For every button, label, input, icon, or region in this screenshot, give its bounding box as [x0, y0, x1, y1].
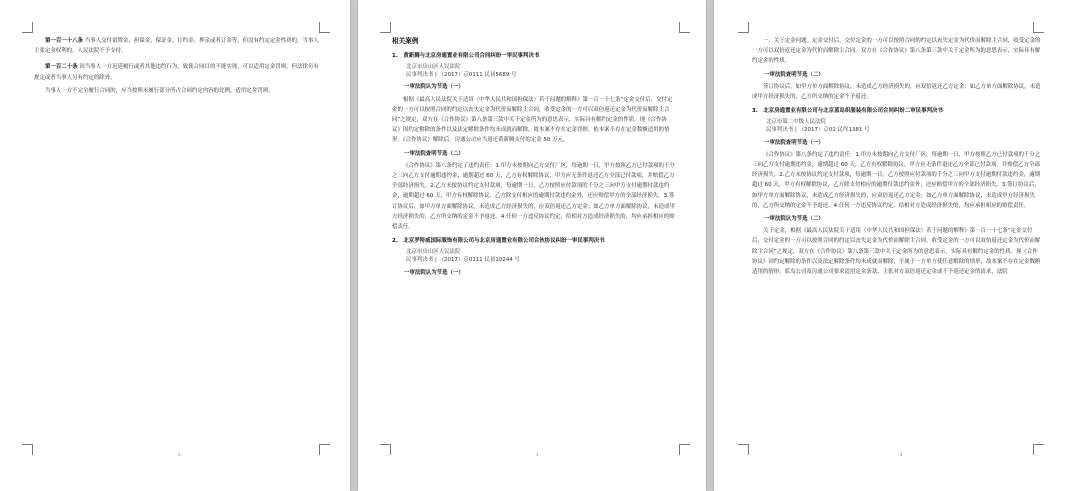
case-2-docket: 民事判决书 | （2017）京0111 民初10244 号 [406, 257, 521, 264]
crop-mark-top-left [22, 22, 33, 33]
findings-heading: 一审法院查明节选（二） [764, 71, 824, 78]
case-2-title: 2. 北京罗特威国际服饰有限公司与北京房通置业有限公司合伙协议纠纷一审民事判决书 [392, 238, 605, 245]
article-118-text: 当事人交付留置金、担保金、保证金、订约金、押金或者订金等，但没有约定定金性质的，当事人主张定金权利的，人民法院不予支持。 [34, 38, 319, 55]
page-1-body [34, 36, 322, 96]
article-118-paragraph [34, 36, 322, 56]
page-number: 4 [900, 452, 903, 457]
case-1-opinion-heading: 一审法院认为节选（一） [404, 84, 464, 91]
crop-mark-bottom-left [380, 444, 391, 455]
case-1-court: 北京市房山区人民法院 [406, 64, 461, 71]
case-3-findings-heading: 一审法院查明节选（一） [764, 139, 824, 146]
case-3-docket: 民事判决书 | （2017）京02 民终1381 号 [766, 127, 870, 134]
crop-mark-bottom-left [738, 444, 749, 455]
findings-text: 签订协议后，如甲方单方面解除协议，未造成乙方经济损失的，应双倍返还乙方定金；如乙方单方面解除协议，未造成甲方经济损失的，乙方所交纳的定金不予返还。 [752, 83, 1041, 101]
case-1-opinion-text: 根据《最高人民法院关于适用〈中华人民共和国担保法〉若干问题的解释》第一百一十七条“定金交付后，交付定金的一方可以按照合同的约定以丧失定金为代价而解除主合同，收受定金的一方可以双倍返还定金为代价而解除主合同”之规定，双方在《合作协议》第八条第三款中关于定金所为的意思表示，实际具有解约定金的性质。现《合作协议》因约定解除的条件以及法定解除条件均未成就而解除，故本案不存在定金罚则。依本案不存在定金数额适用的情形。《合作协议》解除后，房通公司应当返还黄新腾支付的定金 50 万元。 [392, 96, 673, 144]
article-120-text: 因当事人一方迟延履行或者其他违约行为，致使合同目的不能实现，可以适用定金罚则。但法律另有规定或者当事人另有约定的除外。 [34, 64, 319, 81]
case-1-findings-heading: 一审法院查明节选（二） [404, 150, 464, 157]
case-3-court: 北京市第二中级人民法院 [766, 119, 826, 126]
case-3-title: 3. 北京房通置业有限公司与北京蓝岛织服装有限公司合同纠纷二审民事判决书 [752, 108, 943, 115]
case-1-title: 1. 黄新腾与北京房通置业有限公司合同纠纷一审民事判决书 [392, 53, 540, 59]
article-120-label: 第一百二十条 [45, 64, 78, 71]
article-118-label: 第一百一十八条 [45, 38, 84, 44]
article-120-paragraph [34, 62, 322, 82]
document-page-1 [0, 0, 350, 491]
crop-mark-bottom-left [22, 444, 33, 455]
related-cases-heading: 相关案例 [392, 37, 419, 45]
crop-mark-bottom-right [1033, 444, 1044, 455]
case-3-findings-text: 《合作协议》第八条约定了违约责任：1.甲方未按期向乙方交付厂区，每逾期一日，甲方按照乙方已付款项的千分之三向乙方支付逾期违约金，逾期超过 60 天，乙方有权解除协议，甲方应无条件退还乙方全部已付款项，并赔偿乙方全部经济损失。2.乙方未按协议约定支付款项，每逾期一日，乙方按照应付款项的千分之三向甲方支付逾期付款违约金，逾期超过 60 天，甲方有权解除协议，乙方除支付相应的逾期付款违约金外，还应赔偿甲方的全部经济损失。3.签订协议后，如甲方单方面解除协议，未造成乙方经济损失的，应双倍返还乙方定金；如乙方单方面解除协议，未造成甲方经济损失的，乙方所交纳的定金不予返还。4.任何一方违反协议约定，给相对方造成经济损失的，均应承担相应的赔偿责任。 [752, 151, 1041, 209]
crop-mark-bottom-right [679, 444, 690, 455]
case-3-opinion-heading: 一审法院认为节选（二） [764, 216, 824, 223]
page-number: 3 [536, 452, 539, 457]
page-3-body [752, 36, 1042, 277]
crop-mark-top-left [738, 22, 749, 33]
document-page-2 [358, 0, 706, 491]
case-3-opinion-text: 关于定金，根据《最高人民法院关于适用〈中华人民共和国担保法〉若干问题的解释》第一百一十七条“定金交付后，交付定金的一方可以按照合同的约定以丧失定金为代价而解除主合同，收受定金的一方可以双倍返还定金为代价而解除主合同”之规定，双方在《合作协议》第八条第三款中关于定金所为的意思表示，实际具有解约定金的性质。现《合作协议》因约定解除的条件以及法定解除条件均未成就而解除，不属于一方单方使任意解除的情形，故本案不存在定金数额适用的情形。蓝岛公司及房通公司要求适用定金条款、主张对方双倍返还定金或不予返还定金的请求，法院 [752, 228, 1041, 276]
case-1-findings-text: 《合作协议》第八条约定了违约责任：1.甲方未按期向乙方交付厂区，每逾期一日，甲方按照乙方已付款项的千分之三向乙方支付逾期违约金，逾期超过 60 天，乙方有权解除协议，甲方应无条件退还乙方全部已付款项，并赔偿乙方全部经济损失。2.乙方未按协议约定支付款项，每逾期一日，乙方按照应付款项的千分之三向甲方支付逾期付款违约金，逾期超过 60 天，甲方有权解除协议，乙方除支付相应的逾期付款违约金外，还应赔偿甲方的全部经济损失。3.签订协议后，如甲方单方面解除协议，未造成乙方经济损失的，应双倍返还乙方定金；如乙方单方面解除协议，未造成甲方经济损失的，乙方所交纳的定金不予返还。4.任何一方违反协议约定，给相对方造成经济损失的，均应承担相应的赔偿责任。 [392, 162, 675, 231]
crop-mark-top-right [1033, 22, 1044, 33]
crop-mark-top-right [679, 22, 690, 33]
case-1-docket: 民事判决书 | （2017）京0111 民初5689 号 [406, 71, 517, 78]
page-number: 3 [178, 452, 181, 457]
document-page-3 [714, 0, 1080, 491]
case-2-court: 北京市房山区人民法院 [406, 249, 461, 256]
partial-performance-paragraph: 当事人一方不完全履行合同的，应当按照未履行部分所占合同约定内容的比例，适用定金罚则。 [45, 87, 274, 94]
crop-mark-top-left [380, 22, 391, 33]
deposit-issue-paragraph: 一、关于定金问题。定金交付后，交付定金的一方可以按照合同的约定以丧失定金为代价而解除主合同，收受定金的一方可以双倍返还定金为代价而解除主合同。双方在《合作协议》第八条第三款中关于定金所为的意思表示，实际具有解约定金的性质。 [752, 38, 1041, 65]
case-2-opinion-heading: 一审法院认为节选（一） [404, 269, 464, 276]
crop-mark-top-right [319, 22, 330, 33]
crop-mark-bottom-right [319, 444, 330, 455]
page-2-body [392, 36, 675, 280]
